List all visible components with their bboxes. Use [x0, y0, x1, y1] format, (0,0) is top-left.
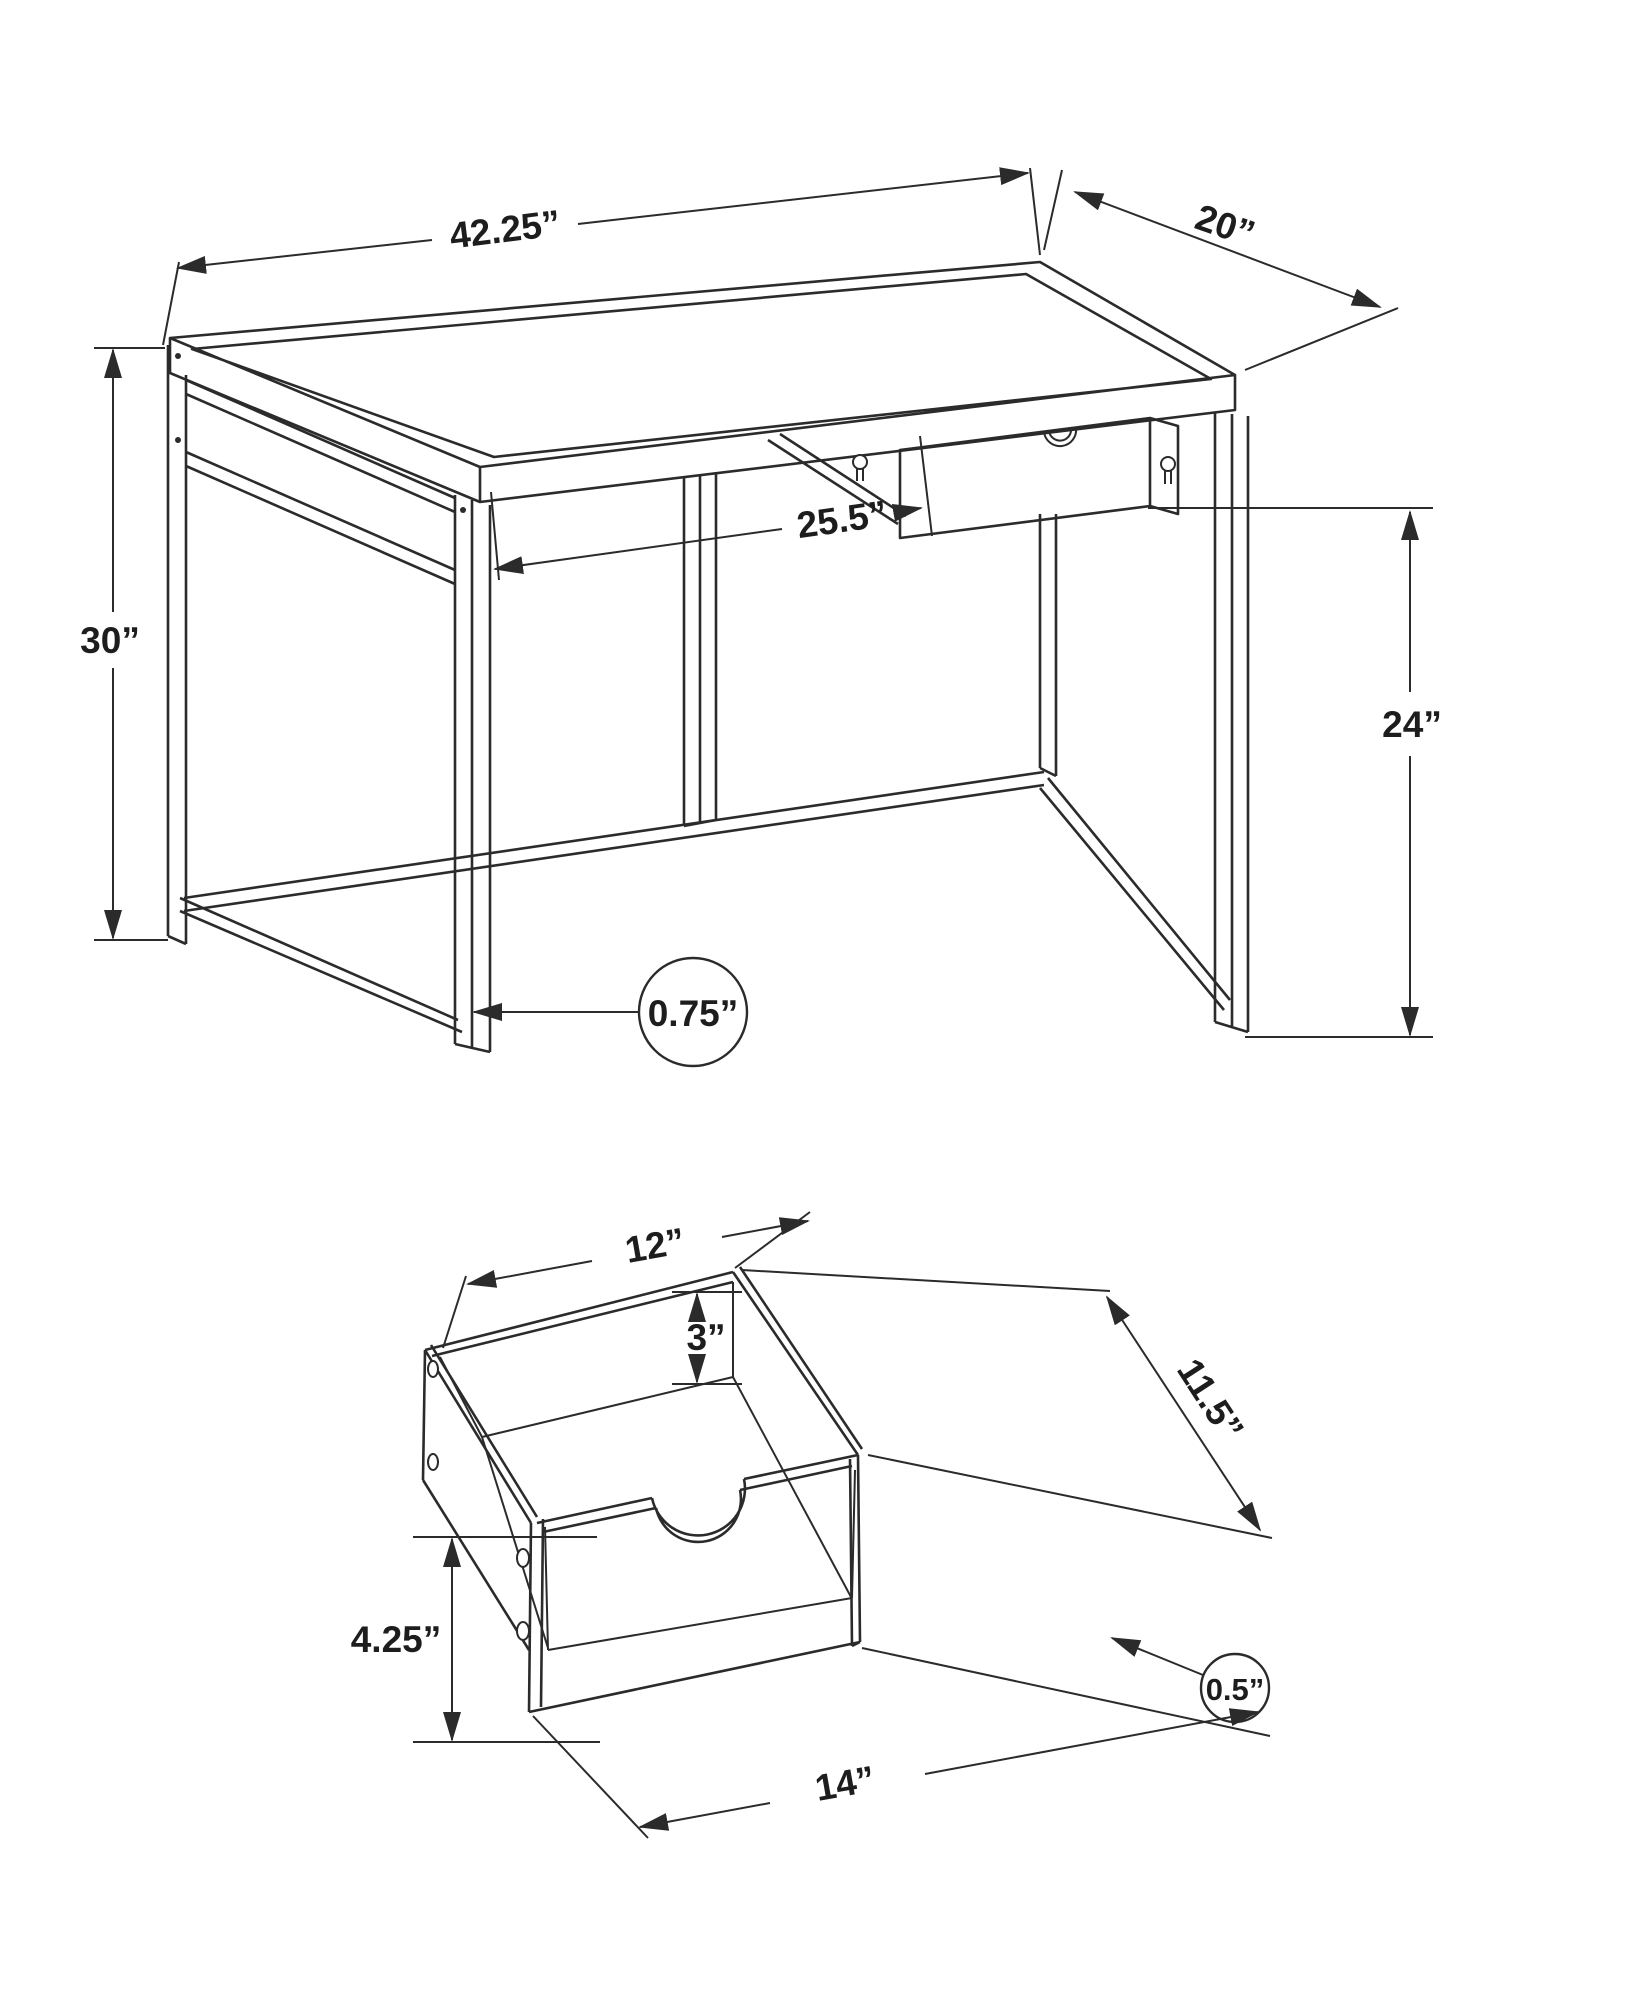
drawer-top-width-dimension: [443, 1212, 810, 1348]
drawer-diagram: [351, 1212, 1272, 1838]
keyhole-hanger-right: [1161, 457, 1175, 484]
desk-back-stretcher: [184, 772, 1044, 911]
drawer-screw-hole: [517, 1622, 529, 1640]
keyhole-hanger-left: [853, 455, 867, 481]
desk-front-left-leg: [455, 495, 490, 1052]
drawer-side-depth-label: 11.5”: [1169, 1351, 1252, 1448]
drawer-bottom-width-dimension: [533, 1648, 1270, 1838]
drawer-front-height-dimension: [351, 1537, 600, 1742]
drawer-top-width-label: 12”: [621, 1220, 688, 1271]
drawer-screw-hole: [428, 1361, 438, 1377]
desk-drawer-front: [900, 418, 1178, 538]
drawer-front-height-label: 4.25”: [350, 1619, 442, 1660]
desk-tabletop: [170, 262, 1235, 502]
desk-tube-thickness-label: 0.75”: [647, 993, 739, 1034]
desk-left-floor-rail: [180, 898, 462, 1032]
drawer-bottom-width-label: 14”: [811, 1758, 878, 1809]
drawer-left-side: [423, 1345, 537, 1650]
desk-back-left-leg: [168, 345, 186, 944]
desk-center-support: [684, 472, 716, 826]
drawer-screw-hole: [428, 1454, 438, 1470]
desk-clearance-label: 24”: [1382, 704, 1442, 745]
drawer-front-panel: [529, 1455, 860, 1712]
drawer-interior-lines: [440, 1282, 855, 1650]
drawer-screw-hole: [517, 1549, 529, 1567]
desk-width-dimension: [163, 168, 1040, 345]
drawer-side-depth-dimension: [742, 1270, 1272, 1538]
screw-dot: [460, 507, 466, 513]
drawer-right-side: [733, 1267, 862, 1455]
screw-dot: [175, 437, 181, 443]
screw-dot: [175, 353, 181, 359]
desk-diagram: [80, 168, 1442, 1066]
desk-back-right-leg: [1040, 514, 1056, 776]
desk-height-dimension: [80, 348, 168, 940]
drawer-thickness-label: 0.5”: [1205, 1672, 1265, 1707]
drawer-thickness-callout: [1112, 1638, 1269, 1722]
desk-height-label: 30”: [80, 620, 140, 661]
desk-tube-thickness-callout: [474, 958, 747, 1066]
desk-left-side-rails: [186, 380, 455, 584]
desk-depth-dimension: [1044, 170, 1398, 370]
drawer-back-panel: [423, 1272, 733, 1480]
desk-clearance-dimension: [1148, 508, 1442, 1037]
desk-width-label: 42.25”: [447, 202, 563, 257]
desk-knee-space-label: 25.5”: [794, 492, 890, 547]
drawer-back-height-label: 3”: [686, 1317, 726, 1358]
desk-depth-label: 20”: [1190, 196, 1261, 255]
desk-right-floor-rail: [1040, 778, 1230, 1010]
drawer-back-height-dimension: [672, 1292, 742, 1384]
desk-front-right-leg: [1215, 412, 1248, 1032]
